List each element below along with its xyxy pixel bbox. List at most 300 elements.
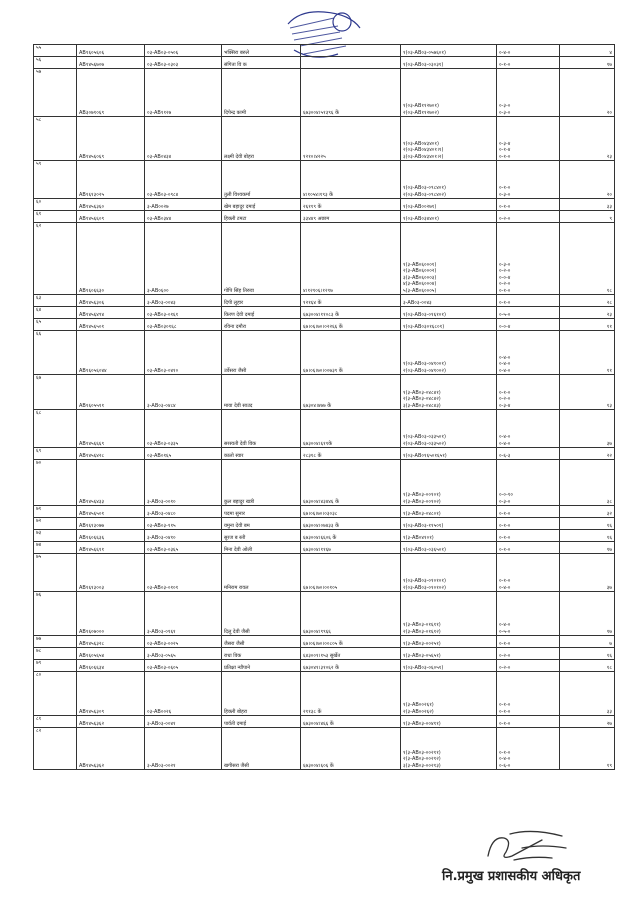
- serial-number-cell: ६३: [34, 295, 77, 307]
- serial-number-cell: ८२: [34, 728, 77, 770]
- receipt-numbers-line: ४(३-AB०६०००४): [403, 281, 437, 288]
- citizenship-number-cell: ६७३००४।६११के: [301, 410, 401, 448]
- receipt-numbers-cell: [401, 199, 497, 211]
- area-measure-line: ०-१-०: [499, 389, 511, 396]
- record-code-cell: [145, 518, 222, 530]
- holder-name-cell: दिलु देवी जैसी: [222, 592, 301, 636]
- area-measure-line: ०-४-०: [499, 354, 511, 361]
- holder-id-cell: AB१४५६४३३: [77, 460, 145, 506]
- area-measure-line: ०-३-०: [499, 498, 511, 505]
- area-measure-line: ०-१-०: [499, 510, 511, 517]
- record-code-line: ०३-AB११२७: [147, 109, 172, 116]
- page-number-cell: २८: [560, 295, 615, 307]
- table-row: [34, 592, 615, 636]
- record-code-line: ३-AB०३-०१६१: [147, 628, 176, 635]
- serial-number-cell: ७७: [34, 636, 77, 648]
- holder-name-cell: दिपी लुहार: [222, 295, 301, 307]
- area-measure-cell: [497, 223, 560, 295]
- area-measure-cell: [497, 331, 560, 375]
- area-measure-cell: [497, 530, 560, 542]
- receipt-numbers-line: २(०३-AB०३-०९८४०२): [403, 191, 446, 198]
- holder-name-cell: किरण देवी दमाई: [222, 307, 301, 319]
- area-measure-line: ०-१-०: [499, 708, 511, 715]
- record-code-line: ३-AB०३-००४१: [147, 720, 176, 727]
- citizenship-number-cell: ४।१०५४।१९३ कें: [301, 161, 401, 199]
- holder-name-cell: यमुना देवी बम: [222, 518, 301, 530]
- record-code-cell: [145, 410, 222, 448]
- table-row: [34, 530, 615, 542]
- receipt-numbers-line: १(०३-AB०३-११५०१): [403, 522, 444, 529]
- record-code-cell: [145, 460, 222, 506]
- receipt-numbers-line: १(०३-AB०३-०१६१०१): [403, 311, 446, 318]
- serial-number-cell: ७४: [34, 542, 77, 554]
- record-code-line: ३-AB०६००: [147, 287, 169, 294]
- receipt-numbers-cell: [401, 410, 497, 448]
- receipt-numbers-line: १(०३-AB०३-०४१००१): [403, 361, 446, 368]
- serial-number-cell: ६४: [34, 307, 77, 319]
- holder-name-cell: कालो स्वार: [222, 448, 301, 460]
- holder-id-cell: AB१६०५५११: [77, 375, 145, 410]
- receipt-numbers-line: १(०३-AB०३-०३६५०१): [403, 546, 446, 553]
- page-number-cell: २३: [560, 307, 615, 319]
- page-number-cell: १६: [560, 518, 615, 530]
- area-measure-line: ०-१-०: [499, 299, 511, 306]
- record-code-line: ०३-AB०३४४: [147, 215, 172, 222]
- table-row: [34, 728, 615, 770]
- receipt-numbers-line: ३(३-AB०६०००३): [403, 274, 437, 281]
- record-code-line: ३-AB०३-००४३: [147, 299, 176, 306]
- area-measure-cell: [497, 211, 560, 223]
- area-measure-line: ०-४-०: [499, 584, 511, 591]
- receipt-numbers-line: १(०३-AB०१६५०१६५१): [403, 452, 447, 459]
- serial-number-cell: ६१: [34, 211, 77, 223]
- serial-number-cell: ७२: [34, 518, 77, 530]
- receipt-numbers-cell: [401, 448, 497, 460]
- receipt-numbers-cell: [401, 117, 497, 161]
- receipt-numbers-line: १(०३-AB०३०१६८०१): [403, 323, 445, 330]
- page-number-cell: २०: [560, 161, 615, 199]
- area-measure-cell: [497, 307, 560, 319]
- page-number-cell: ४: [560, 45, 615, 57]
- citizenship-number-cell: ६७३००४।५१३९६ कें: [301, 69, 401, 117]
- holder-id-cell: AB१४५६३६०: [77, 199, 145, 211]
- table-row: [34, 506, 615, 518]
- holder-name-cell: गोपि सिंह तिरुवा: [222, 223, 301, 295]
- holder-name-cell: उर्वेसरा जैसी: [222, 331, 301, 375]
- receipt-numbers-line: २(३-AB०३-०४८४२): [403, 396, 441, 403]
- table-row: [34, 57, 615, 69]
- holder-id-cell: AB१४५६०६९: [77, 117, 145, 161]
- holder-name-cell: माया देवी साउद: [222, 375, 301, 410]
- page-number-cell: ११: [560, 331, 615, 375]
- receipt-numbers-line: १(०३-AB०३-०६०५१): [403, 664, 444, 671]
- area-measure-line: ०-६-०: [499, 762, 511, 769]
- table-row: [34, 199, 615, 211]
- serial-number-cell: ७३: [34, 530, 77, 542]
- page-number-cell: ३७: [560, 410, 615, 448]
- area-measure-line: ०-०-४: [499, 274, 511, 281]
- table-row: [34, 636, 615, 648]
- serial-number-cell: ६७: [34, 375, 77, 410]
- serial-number-cell: ७०: [34, 460, 77, 506]
- receipt-numbers-cell: [401, 211, 497, 223]
- holder-id-cell: AB१६०६६३०: [77, 223, 145, 295]
- receipt-numbers-line: १(०३-AB०३४४०१): [403, 215, 439, 222]
- serial-number-cell: ५५: [34, 45, 77, 57]
- receipt-numbers-line: २(०३-AB०३-०१०१०२): [403, 584, 446, 591]
- receipt-numbers-line: १(३-AB०६०००१): [403, 261, 437, 268]
- serial-number-cell: ७८: [34, 648, 77, 660]
- citizenship-number-cell: ६४३००१।१५३ सुर्खेत: [301, 648, 401, 660]
- receipt-numbers-cell: [401, 57, 497, 69]
- holder-name-cell: भक्सिरा बरुले: [222, 45, 301, 57]
- table-row: [34, 319, 615, 331]
- area-measure-line: ०-१-०: [499, 522, 511, 529]
- area-measure-cell: [497, 728, 560, 770]
- holder-id-cell: AB१४५६५०१: [77, 319, 145, 331]
- record-code-cell: [145, 375, 222, 410]
- land-record-table: [33, 44, 615, 770]
- holder-id-cell: AB१४५६४९४: [77, 307, 145, 319]
- serial-number-cell: ८०: [34, 672, 77, 716]
- table-row: [34, 410, 615, 448]
- area-measure-cell: [497, 716, 560, 728]
- area-measure-line: ०-४-०: [499, 440, 511, 447]
- holder-id-cell: AB१६०७०००: [77, 592, 145, 636]
- holder-name-cell: तुली विश्वकर्मा: [222, 161, 301, 199]
- record-code-cell: [145, 542, 222, 554]
- area-measure-cell: [497, 648, 560, 660]
- holder-name-cell: जैसरा जैसी: [222, 636, 301, 648]
- receipt-numbers-line: २(३-AB०६०००२): [403, 268, 437, 275]
- holder-id-cell: AB१६०५६५४: [77, 648, 145, 660]
- serial-number-cell: ६९: [34, 448, 77, 460]
- area-measure-line: ०-१-०: [499, 61, 511, 68]
- holder-id-cell: AB१४५६७०७: [77, 57, 145, 69]
- record-code-line: ३-AB०३-०४८०: [147, 510, 176, 517]
- area-measure-line: ०-१-०: [499, 640, 511, 647]
- citizenship-number-cell: ६७३००४।६०६ कें: [301, 728, 401, 770]
- record-code-cell: [145, 448, 222, 460]
- receipt-numbers-cell: [401, 45, 497, 57]
- receipt-numbers-line: १(०३-AB०४३४०१): [403, 140, 439, 147]
- holder-id-cell: AB१४५६५०१: [77, 506, 145, 518]
- receipt-numbers-line: २(०३-AB०३-०३३५०२): [403, 440, 446, 447]
- page-number-cell: १८: [560, 660, 615, 672]
- receipt-numbers-line: १(०३-AB०३-०९८४०१): [403, 185, 446, 192]
- area-measure-cell: [497, 506, 560, 518]
- record-code-line: ३-AB०३-०४८४: [147, 402, 176, 409]
- area-measure-line: ०-५-०: [499, 628, 511, 635]
- citizenship-number-cell: [301, 45, 401, 57]
- holder-id-cell: AB१६१३००३: [77, 554, 145, 592]
- serial-number-cell: ६२: [34, 223, 77, 295]
- receipt-numbers-line: १(०३-AB११२७०१): [403, 103, 439, 110]
- area-measure-line: ०-४-०: [499, 622, 511, 629]
- table-row: [34, 161, 615, 199]
- holder-id-cell: AB१६१३०२५: [77, 161, 145, 199]
- record-code-line: ३-AB०३-०५६५: [147, 652, 176, 659]
- record-code-cell: [145, 530, 222, 542]
- area-measure-cell: [497, 554, 560, 592]
- receipt-numbers-cell: [401, 660, 497, 672]
- record-code-line: ०३-AB०४३४: [147, 153, 172, 160]
- record-code-cell: [145, 728, 222, 770]
- record-code-cell: [145, 45, 222, 57]
- table-row: [34, 542, 615, 554]
- table-row: [34, 554, 615, 592]
- record-code-cell: [145, 636, 222, 648]
- area-measure-cell: [497, 542, 560, 554]
- page-number-cell: १३: [560, 375, 615, 410]
- record-code-line: ०३-AB०३०१६८: [147, 323, 177, 330]
- citizenship-number-cell: ६७३००४।०७४३३ कें: [301, 518, 401, 530]
- receipt-numbers-cell: [401, 375, 497, 410]
- holder-name-cell: दिपेन्द्र कामी: [222, 69, 301, 117]
- receipt-numbers-line: १(३-AB००२६१): [403, 702, 434, 709]
- record-code-line: ३-AB००२७: [147, 203, 169, 210]
- area-measure-line: ०-२-०: [499, 215, 511, 222]
- receipt-numbers-line: २(३-AB०३-०१६१२): [403, 628, 441, 635]
- page-number-cell: ३३: [560, 199, 615, 211]
- area-measure-cell: [497, 69, 560, 117]
- receipt-numbers-line: १(०३-AB०३-०३०३१): [403, 61, 444, 68]
- area-measure-cell: [497, 660, 560, 672]
- holder-id-cell: AB१४५६३६२: [77, 728, 145, 770]
- record-code-cell: [145, 199, 222, 211]
- citizenship-number-cell: [301, 57, 401, 69]
- receipt-numbers-line: १(३-AB०३-०४८०१): [403, 510, 441, 517]
- record-code-cell: [145, 295, 222, 307]
- page-number-cell: २०: [560, 69, 615, 117]
- area-measure-line: ०-२-०: [499, 281, 511, 288]
- area-measure-line: ०-२-०: [499, 652, 511, 659]
- receipt-numbers-line: ३(०३-AB०४३४०१।२): [403, 153, 444, 160]
- holder-name-cell: हिक्ली टमटा: [222, 211, 301, 223]
- table-row: [34, 660, 615, 672]
- holder-name-cell: मनिराम रावल: [222, 554, 301, 592]
- area-measure-line: ०-१-०: [499, 720, 511, 727]
- page-number-cell: ३८: [560, 460, 615, 506]
- area-measure-line: ०-१-०: [499, 203, 511, 210]
- record-code-cell: [145, 331, 222, 375]
- receipt-numbers-line: ३(३-AB०३-०४८४३): [403, 402, 441, 409]
- record-code-line: ०३-AB०३-०९८४: [147, 191, 179, 198]
- receipt-numbers-line: १(३-AB०३-०१६११): [403, 622, 441, 629]
- page-number-cell: १६: [560, 530, 615, 542]
- area-measure-line: ०-१-०: [499, 578, 511, 585]
- citizenship-number-cell: ६७३००४।९९६६: [301, 592, 401, 636]
- page-number-cell: १८: [560, 223, 615, 295]
- receipt-numbers-cell: [401, 307, 497, 319]
- area-measure-line: ०-१-०: [499, 749, 511, 756]
- record-code-cell: [145, 716, 222, 728]
- page-number-cell: १७: [560, 592, 615, 636]
- table-row: [34, 45, 615, 57]
- area-measure-cell: [497, 295, 560, 307]
- holder-name-cell: संगिता वि क: [222, 57, 301, 69]
- receipt-numbers-cell: [401, 331, 497, 375]
- record-code-line: ३-AB०३-०४१०: [147, 534, 176, 541]
- serial-number-cell: ६६: [34, 331, 77, 375]
- holder-id-cell: AB१६०६६३४: [77, 660, 145, 672]
- holder-id-cell: AB१६०५६०४४: [77, 331, 145, 375]
- record-code-line: ०३-AB०३-०५०६: [147, 49, 179, 56]
- receipt-numbers-line: १(३-AB०३-०४८४१): [403, 389, 441, 396]
- page-number-cell: १७: [560, 542, 615, 554]
- record-code-line: ०३-AB०३-०३३५: [147, 440, 179, 447]
- receipt-numbers-cell: [401, 161, 497, 199]
- page-number-cell: २७: [560, 716, 615, 728]
- holder-name-cell: खेम बहादुर दमाई: [222, 199, 301, 211]
- record-code-cell: [145, 117, 222, 161]
- record-code-cell: [145, 211, 222, 223]
- page-number-cell: २२: [560, 448, 615, 460]
- page-number-cell: ७: [560, 636, 615, 648]
- table-row: [34, 117, 615, 161]
- area-measure-line: ०-४-०: [499, 361, 511, 368]
- area-measure-line: ०-३-०: [499, 109, 511, 116]
- receipt-numbers-line: १(०३-AB०३-०१०१०१): [403, 578, 446, 585]
- area-measure-cell: [497, 448, 560, 460]
- record-code-cell: [145, 554, 222, 592]
- land-record-sheet: [33, 44, 612, 770]
- citizenship-number-cell: ६७३०४।४७७ कें: [301, 375, 401, 410]
- table-row: [34, 448, 615, 460]
- holder-id-cell: AB१४५६४२८: [77, 448, 145, 460]
- table-row: [34, 295, 615, 307]
- holder-name-cell: प्रतिक्षा न्यौपाने: [222, 660, 301, 672]
- table-row: [34, 375, 615, 410]
- citizenship-number-cell: ६७३००४।११०८३ कें: [301, 307, 401, 319]
- area-measure-line: ०-३-०: [499, 103, 511, 110]
- record-code-line: ०३-AB०३-००२५: [147, 640, 179, 647]
- area-measure-cell: [497, 636, 560, 648]
- area-measure-cell: [497, 117, 560, 161]
- area-measure-line: ०-१-०: [499, 702, 511, 709]
- record-code-line: ०३-AB०३-०४१०: [147, 367, 179, 374]
- page-number-cell: ११: [560, 319, 615, 331]
- table-row: [34, 211, 615, 223]
- citizenship-number-cell: ४।१२१०६।१२१७: [301, 223, 401, 295]
- receipt-numbers-line: २(०३-AB०३-०४१००२): [403, 367, 446, 374]
- holder-name-cell: कुल बहादुर खत्री: [222, 460, 301, 506]
- receipt-numbers-cell: [401, 728, 497, 770]
- area-measure-line: ०-४-०: [499, 367, 511, 374]
- table-row: [34, 331, 615, 375]
- receipt-numbers-cell: [401, 69, 497, 117]
- area-measure-cell: [497, 410, 560, 448]
- record-code-line: ०३-AB०३-११५: [147, 522, 176, 529]
- holder-id-cell: AB१४५६३०९: [77, 672, 145, 716]
- record-code-line: ०३-AB०३-०३६५: [147, 546, 179, 553]
- holder-name-cell: पदमा सुनार: [222, 506, 301, 518]
- receipt-numbers-line: १(३-AB०३-००४११): [403, 720, 441, 727]
- record-code-line: ०३-AB०३-०३०३: [147, 61, 179, 68]
- receipt-numbers-line: १(३-AB०३-०५६५१): [403, 652, 441, 659]
- record-code-cell: [145, 57, 222, 69]
- holder-name-cell: रविना दमौरा: [222, 319, 301, 331]
- record-code-line: ०३-AB०३-०६०५: [147, 664, 179, 671]
- serial-number-cell: ५६: [34, 57, 77, 69]
- area-measure-cell: [497, 161, 560, 199]
- record-code-cell: [145, 660, 222, 672]
- receipt-numbers-cell: [401, 319, 497, 331]
- citizenship-number-cell: ६७३०४१।३१०६२ कें: [301, 660, 401, 672]
- area-measure-line: ०-२-०: [499, 664, 511, 671]
- record-code-cell: [145, 648, 222, 660]
- receipt-numbers-line: २(३-AB०३-००२१२): [403, 756, 441, 763]
- holder-id-cell: AB१६०६६३६: [77, 530, 145, 542]
- table-row: [34, 69, 615, 117]
- receipt-numbers-line: ३-AB०३-००४३: [403, 299, 432, 306]
- record-code-line: ०३-AB०३-०१०१: [147, 584, 179, 591]
- page-number-cell: ३३: [560, 672, 615, 716]
- area-measure-line: ०-१-०: [499, 185, 511, 192]
- area-measure-cell: [497, 199, 560, 211]
- receipt-numbers-cell: [401, 592, 497, 636]
- receipt-numbers-cell: [401, 518, 497, 530]
- area-measure-line: ०-४-०: [499, 434, 511, 441]
- citizenship-number-cell: ६७३००४।४३४४६ कें: [301, 460, 401, 506]
- receipt-numbers-cell: [401, 542, 497, 554]
- holder-name-cell: सुरज ब स्ती: [222, 530, 301, 542]
- area-measure-line: ०-०-४: [499, 323, 511, 330]
- signatory-title: नि.प्रमुख प्रशासकीय अधिकृत: [442, 869, 581, 884]
- page-number-cell: १७: [560, 57, 615, 69]
- citizenship-number-cell: ६७।०६।७०।०२२६६ कें: [301, 319, 401, 331]
- receipt-numbers-line: १(०३-AB०३-०५७६०१): [403, 49, 446, 56]
- page-number-cell: २३: [560, 117, 615, 161]
- record-code-line: ३-AB०३-००२१: [147, 762, 176, 769]
- record-code-line: ०३-AB०३-०१६१: [147, 311, 179, 318]
- receipt-numbers-cell: [401, 530, 497, 542]
- area-measure-line: ०-३-०: [499, 191, 511, 198]
- receipt-numbers-line: २(३-AB००२६२): [403, 708, 434, 715]
- holder-id-cell: AB१४५६६११: [77, 542, 145, 554]
- area-measure-cell: [497, 319, 560, 331]
- citizenship-number-cell: १२१०।४२२५: [301, 117, 401, 161]
- area-measure-cell: [497, 460, 560, 506]
- citizenship-number-cell: ६७३००४।६६०६ कें: [301, 530, 401, 542]
- receipt-numbers-line: १(३-AB०३-००२५१): [403, 640, 441, 647]
- signature: [482, 826, 572, 866]
- record-code-cell: [145, 161, 222, 199]
- holder-name-cell: सरस्वती देवी विक: [222, 410, 301, 448]
- holder-id-cell: AB१४५६३२८: [77, 636, 145, 648]
- holder-name-cell: मिना देवी ओली: [222, 542, 301, 554]
- receipt-numbers-line: १(३-AB०४१०१): [403, 534, 434, 541]
- citizenship-number-cell: ६७।०६।७०।००७३९ कें: [301, 331, 401, 375]
- citizenship-number-cell: ६७३००४।११६७: [301, 542, 401, 554]
- receipt-numbers-line: २(०३-AB११२७०२): [403, 109, 439, 116]
- citizenship-number-cell: ६७।०६।७०।००१०५: [301, 554, 401, 592]
- receipt-numbers-cell: [401, 636, 497, 648]
- holder-id-cell: AB१६१३०७७: [77, 518, 145, 530]
- receipt-numbers-line: १(३-AB०३-००२११): [403, 749, 441, 756]
- holder-id-cell: AB१४५६६६९: [77, 410, 145, 448]
- serial-number-cell: ७५: [34, 554, 77, 592]
- area-measure-cell: [497, 518, 560, 530]
- table-row: [34, 672, 615, 716]
- citizenship-number-cell: ६७।०६।७०।००८०५ कें: [301, 636, 401, 648]
- holder-name-cell: हिक्ली बोहरा: [222, 672, 301, 716]
- receipt-numbers-cell: [401, 716, 497, 728]
- receipt-numbers-cell: [401, 295, 497, 307]
- citizenship-number-cell: ६७।०६।७०।०३०३८: [301, 506, 401, 518]
- page-number-cell: ३७: [560, 554, 615, 592]
- holder-name-cell: राधा विक: [222, 648, 301, 660]
